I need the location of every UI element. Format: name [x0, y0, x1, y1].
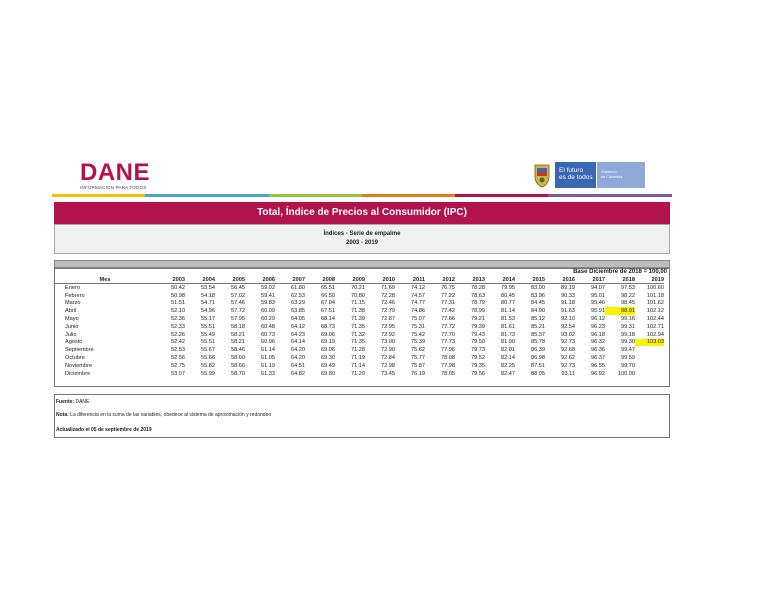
value-cell: 57.02 [231, 292, 245, 299]
value-cell: 81.90 [501, 339, 515, 346]
value-cell: 58.66 [231, 362, 245, 369]
value-cell: 102.12 [646, 308, 664, 315]
value-cell: 72.28 [381, 292, 395, 299]
value-cell: 53.07 [171, 370, 185, 377]
value-cell: 65.51 [321, 284, 335, 291]
value-cell: 80.45 [501, 292, 515, 299]
value-cell: 96.92 [591, 370, 605, 377]
header-year: 2011 [395, 276, 425, 284]
month-cell: Agosto [65, 339, 83, 346]
value-cell: 92.73 [561, 339, 575, 346]
value-cell: 96.18 [591, 331, 605, 338]
value-cell: 70.21 [351, 284, 365, 291]
value-cell: 59.02 [261, 284, 275, 291]
value-cell: 77.73 [441, 339, 455, 346]
value-cell: 77.31 [441, 300, 455, 307]
value-cell: 69.06 [321, 347, 335, 354]
government-logo [531, 162, 645, 188]
value-cell: 72.87 [381, 316, 395, 323]
table-row [55, 354, 664, 362]
value-cell: 78.28 [471, 284, 485, 291]
value-cell: 72.98 [381, 362, 395, 369]
value-cell: 78.79 [471, 300, 485, 307]
value-cell: 55.51 [201, 323, 215, 330]
value-cell: 72.92 [381, 331, 395, 338]
month-cell: Enero [65, 284, 80, 291]
value-cell: 58.18 [231, 323, 245, 330]
table-header-bar [54, 260, 670, 268]
value-cell: 75.87 [411, 362, 425, 369]
value-cell: 67.04 [321, 300, 335, 307]
value-cell: 80.77 [501, 300, 515, 307]
value-cell: 71.20 [351, 370, 365, 377]
value-cell: 79.35 [471, 362, 485, 369]
value-cell: 55.49 [201, 331, 215, 338]
value-cell: 70.80 [351, 292, 365, 299]
value-cell: 77.96 [441, 347, 455, 354]
value-cell: 99.47 [621, 347, 635, 354]
month-cell: Abril [65, 308, 77, 315]
value-cell: 94.07 [591, 284, 605, 291]
value-cell: 57.46 [231, 300, 245, 307]
value-cell: 90.33 [561, 292, 575, 299]
value-cell: 74.86 [411, 308, 425, 315]
value-cell: 96.36 [591, 347, 605, 354]
note-value: La diferencia en la suma de las variables, obedece al sistema de aproximación y redondeo [70, 412, 272, 418]
value-cell: 99.31 [621, 323, 635, 330]
value-cell: 71.19 [351, 355, 365, 362]
value-cell: 83.96 [531, 292, 545, 299]
value-cell: 79.52 [471, 355, 485, 362]
value-cell: 102.71 [646, 323, 664, 330]
table-row [55, 315, 664, 323]
value-cell: 96.37 [591, 355, 605, 362]
header-year: 2010 [365, 276, 395, 284]
header-year: 2008 [305, 276, 335, 284]
value-cell: 82.25 [501, 362, 515, 369]
table-row [55, 284, 664, 292]
color-stripe [52, 194, 672, 197]
value-cell: 64.05 [291, 316, 305, 323]
value-cell: 58.21 [231, 339, 245, 346]
header-year: 2007 [275, 276, 305, 284]
value-cell: 77.22 [441, 292, 455, 299]
value-cell: 71.39 [351, 316, 365, 323]
value-cell: 62.53 [291, 292, 305, 299]
value-cell: 99.18 [621, 331, 635, 338]
value-cell [635, 370, 664, 378]
value-cell: 58.60 [231, 355, 245, 362]
value-cell: 91.18 [561, 300, 575, 307]
value-cell: 74.77 [411, 300, 425, 307]
value-cell: 75.31 [411, 323, 425, 330]
value-cell: 93.11 [561, 370, 575, 377]
value-cell: 102.94 [646, 331, 664, 338]
value-cell: 52.53 [171, 347, 185, 354]
value-cell: 55.99 [201, 370, 215, 377]
month-cell: Septiembre [65, 347, 94, 354]
header-year: 2004 [185, 276, 215, 284]
header-year: 2016 [545, 276, 575, 284]
table-row [55, 300, 664, 308]
header-year: 2013 [455, 276, 485, 284]
header-year: 2009 [335, 276, 365, 284]
value-cell: 71.32 [351, 331, 365, 338]
rounding-note [56, 412, 271, 418]
ipc-table [55, 276, 664, 378]
value-cell: 64.51 [291, 362, 305, 369]
value-cell: 79.95 [501, 284, 515, 291]
value-cell: 100.00 [617, 370, 635, 377]
value-cell: 63.85 [291, 308, 305, 315]
updated-note [56, 427, 152, 433]
updated-text: Actualizado el 05 de septiembre de 2019 [56, 427, 152, 433]
table-header-row [55, 276, 664, 284]
value-cell: 69.49 [321, 362, 335, 369]
header-year: 2003 [155, 276, 185, 284]
value-cell: 81.61 [501, 323, 515, 330]
value-cell: 66.50 [321, 292, 335, 299]
value-cell: 92.73 [561, 362, 575, 369]
value-cell: 68.73 [321, 323, 335, 330]
header-mes: Mes [55, 276, 155, 284]
value-cell: 75.07 [411, 316, 425, 323]
gov-name [597, 162, 645, 188]
month-cell: Octubre [65, 355, 85, 362]
value-cell: 71.35 [351, 339, 365, 346]
value-cell: 73.45 [381, 370, 395, 377]
value-cell: 89.19 [561, 284, 575, 291]
value-cell: 95.46 [591, 300, 605, 307]
value-cell: 55.82 [201, 362, 215, 369]
value-cell: 52.42 [171, 339, 185, 346]
ipc-table-container [54, 268, 670, 387]
value-cell: 64.14 [291, 339, 305, 346]
header-year: 2018 [605, 276, 635, 284]
value-cell: 74.57 [411, 292, 425, 299]
source-value: DANE [75, 399, 90, 405]
value-cell: 60.29 [261, 316, 275, 323]
value-cell: 64.82 [291, 370, 305, 377]
gov-slogan [555, 162, 596, 188]
value-cell: 64.23 [291, 331, 305, 338]
value-cell: 64.20 [291, 347, 305, 354]
value-cell: 54.96 [201, 308, 215, 315]
value-cell: 102.44 [646, 316, 664, 323]
value-cell: 81.73 [501, 331, 515, 338]
value-cell: 77.66 [441, 316, 455, 323]
value-cell: 58.46 [231, 347, 245, 354]
subtitle-years: 2003 - 2019 [345, 240, 379, 246]
value-cell: 83.00 [531, 284, 545, 291]
value-cell: 79.43 [471, 331, 485, 338]
value-cell: 52.10 [171, 308, 185, 315]
value-cell: 99.30 [621, 339, 635, 346]
header-year: 2014 [485, 276, 515, 284]
value-cell: 61.14 [261, 347, 275, 354]
value-cell: 61.33 [261, 370, 275, 377]
source-label: Fuente: [56, 399, 75, 405]
value-cell: 50.42 [171, 284, 185, 291]
value-cell: 78.99 [471, 308, 485, 315]
value-cell: 57.72 [231, 308, 245, 315]
value-cell: 75.77 [411, 355, 425, 362]
table-row [55, 323, 664, 331]
value-cell: 86.98 [531, 355, 545, 362]
value-cell: 61.05 [261, 355, 275, 362]
table-row [55, 362, 664, 370]
value-cell: 77.42 [441, 308, 455, 315]
gov-name-line1: Gobierno [601, 170, 617, 174]
header-year: 2015 [515, 276, 545, 284]
value-cell: 71.35 [351, 323, 365, 330]
value-cell: 54.71 [201, 300, 215, 307]
value-cell [635, 354, 664, 362]
colombia-shield-icon [531, 162, 553, 188]
value-cell: 95.01 [591, 292, 605, 299]
value-cell: 84.45 [531, 300, 545, 307]
value-cell: 61.19 [261, 362, 275, 369]
value-cell: 79.73 [471, 347, 485, 354]
value-cell: 69.30 [321, 355, 335, 362]
value-cell: 73.00 [381, 339, 395, 346]
value-cell: 61.80 [291, 284, 305, 291]
value-cell: 101.18 [646, 292, 664, 299]
value-cell: 64.20 [291, 355, 305, 362]
value-cell: 60.48 [261, 323, 275, 330]
table-body [55, 284, 664, 378]
value-cell: 99.59 [621, 355, 635, 362]
value-cell: 52.26 [171, 331, 185, 338]
value-cell: 84.90 [531, 308, 545, 315]
month-cell: Marzo [65, 300, 81, 307]
value-cell: 79.21 [471, 316, 485, 323]
value-cell: 69.19 [321, 339, 335, 346]
table-row [55, 346, 664, 354]
logo-tagline: INFORMACIÓN PARA TODOS [80, 185, 147, 190]
value-cell: 98.45 [621, 300, 635, 307]
value-cell: 55.17 [201, 316, 215, 323]
value-cell: 72.79 [381, 308, 395, 315]
value-cell: 98.22 [621, 292, 635, 299]
value-cell: 98.91 [605, 307, 635, 315]
value-cell: 52.75 [171, 362, 185, 369]
table-row [55, 370, 664, 378]
value-cell: 72.46 [381, 300, 395, 307]
value-cell: 52.33 [171, 323, 185, 330]
value-cell: 92.54 [561, 323, 575, 330]
value-cell: 55.67 [201, 347, 215, 354]
value-cell: 78.05 [441, 370, 455, 377]
value-cell: 92.10 [561, 316, 575, 323]
value-cell: 72.84 [381, 355, 395, 362]
value-cell [635, 346, 664, 354]
value-cell: 91.63 [561, 308, 575, 315]
source-note [56, 399, 89, 405]
value-cell: 68.14 [321, 316, 335, 323]
header-year: 2019 [635, 276, 664, 284]
value-cell: 60.96 [261, 339, 275, 346]
value-cell: 59.83 [261, 300, 275, 307]
value-cell: 86.39 [531, 347, 545, 354]
header-year: 2005 [215, 276, 245, 284]
value-cell: 75.39 [411, 339, 425, 346]
value-cell: 100.60 [646, 284, 664, 291]
month-cell: Febrero [65, 292, 85, 299]
value-cell: 85.12 [531, 316, 545, 323]
value-cell: 96.32 [591, 339, 605, 346]
value-cell: 76.75 [441, 284, 455, 291]
value-cell: 71.38 [351, 308, 365, 315]
value-cell: 87.51 [531, 362, 545, 369]
value-cell: 50.98 [171, 292, 185, 299]
month-cell: Julio [65, 331, 77, 338]
value-cell: 69.80 [321, 370, 335, 377]
value-cell: 82.47 [501, 370, 515, 377]
value-cell: 79.39 [471, 323, 485, 330]
value-cell: 58.70 [231, 370, 245, 377]
value-cell: 77.98 [441, 362, 455, 369]
value-cell: 57.95 [231, 316, 245, 323]
value-cell: 99.70 [621, 362, 635, 369]
value-cell: 71.15 [351, 300, 365, 307]
value-cell: 60.09 [261, 308, 275, 315]
report-title: Total, Índice de Precios al Consumidor (IPC) [54, 202, 670, 224]
value-cell: 71.69 [381, 284, 395, 291]
value-cell: 59.41 [261, 292, 275, 299]
value-cell: 96.12 [591, 316, 605, 323]
gov-slogan-line1: El futuro [559, 167, 584, 174]
value-cell: 72.90 [381, 347, 395, 354]
report-subtitle [54, 224, 670, 254]
value-cell: 81.14 [501, 308, 515, 315]
dane-logo [80, 159, 160, 192]
value-cell: 55.66 [201, 355, 215, 362]
header-year: 2017 [575, 276, 605, 284]
value-cell: 96.55 [591, 362, 605, 369]
value-cell: 56.45 [231, 284, 245, 291]
value-cell: 82.14 [501, 355, 515, 362]
value-cell: 55.51 [201, 339, 215, 346]
value-cell [635, 362, 664, 370]
value-cell: 77.72 [441, 323, 455, 330]
logo-word: DANE [80, 159, 151, 186]
value-cell: 85.78 [531, 339, 545, 346]
month-cell: Diciembre [65, 370, 91, 377]
value-cell: 101.62 [646, 300, 664, 307]
value-cell: 93.02 [561, 331, 575, 338]
value-cell: 72.95 [381, 323, 395, 330]
value-cell: 88.05 [531, 370, 545, 377]
value-cell: 96.23 [591, 323, 605, 330]
note-label: Nota: [56, 412, 69, 418]
gov-slogan-line2: es de todos [559, 174, 593, 181]
value-cell: 58.21 [231, 331, 245, 338]
value-cell: 74.12 [411, 284, 425, 291]
value-cell: 77.70 [441, 331, 455, 338]
value-cell: 95.91 [591, 308, 605, 315]
table-row [55, 331, 664, 339]
footnotes [54, 394, 670, 438]
month-cell: Junio [65, 323, 79, 330]
table-row [55, 339, 664, 347]
base-note: Base Diciembre de 2018 = 100,00 [573, 269, 667, 275]
month-cell: Mayo [65, 316, 79, 323]
value-cell: 67.51 [321, 308, 335, 315]
value-cell: 82.01 [501, 347, 515, 354]
value-cell: 64.12 [291, 323, 305, 330]
value-cell: 71.14 [351, 362, 365, 369]
value-cell: 52.56 [171, 355, 185, 362]
header-year: 2006 [245, 276, 275, 284]
value-cell: 53.54 [201, 284, 215, 291]
value-cell: 92.68 [561, 347, 575, 354]
value-cell: 81.53 [501, 316, 515, 323]
value-cell: 63.29 [291, 300, 305, 307]
value-cell: 54.18 [201, 292, 215, 299]
gov-name-line2: de Colombia [601, 175, 623, 179]
value-cell: 75.42 [411, 331, 425, 338]
month-cell: Noviembre [65, 362, 93, 369]
value-cell: 78.08 [441, 355, 455, 362]
value-cell: 97.53 [621, 284, 635, 291]
value-cell: 79.50 [471, 339, 485, 346]
subtitle-series: Índices - Serie de empalme [323, 231, 401, 237]
value-cell: 52.36 [171, 316, 185, 323]
value-cell: 85.37 [531, 331, 545, 338]
table-row [55, 292, 664, 300]
header-year: 2012 [425, 276, 455, 284]
value-cell: 85.21 [531, 323, 545, 330]
value-cell: 60.73 [261, 331, 275, 338]
value-cell: 99.16 [621, 316, 635, 323]
value-cell: 103.03 [635, 339, 664, 347]
value-cell: 51.51 [171, 300, 185, 307]
value-cell: 75.62 [411, 347, 425, 354]
value-cell: 76.19 [411, 370, 425, 377]
value-cell: 78.63 [471, 292, 485, 299]
value-cell: 69.06 [321, 331, 335, 338]
table-row [55, 307, 664, 315]
value-cell: 92.62 [561, 355, 575, 362]
value-cell: 79.56 [471, 370, 485, 377]
value-cell: 71.28 [351, 347, 365, 354]
